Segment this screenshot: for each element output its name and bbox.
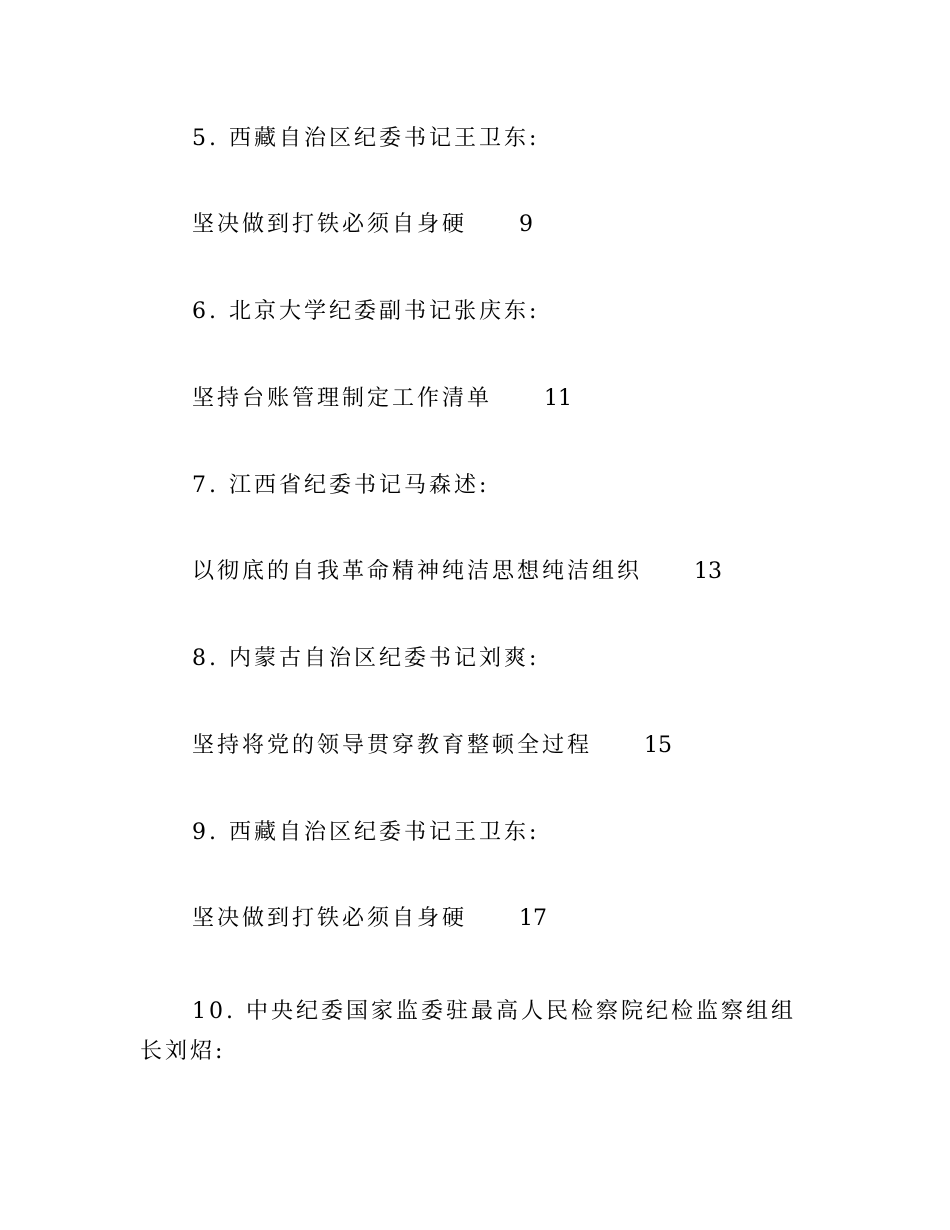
toc-entry-heading: 7. 江西省纪委书记马森述: <box>192 473 490 498</box>
toc-entry-title-text: 坚持将党的领导贯穿教育整顿全过程 <box>192 733 593 758</box>
toc-entry-title <box>192 210 533 240</box>
toc-entry-page-number: 13 <box>694 559 723 584</box>
toc-entry-title-text: 坚持台账管理制定工作清单 <box>192 386 493 411</box>
toc-entry-page-number: 11 <box>544 386 573 411</box>
toc-entry-heading: 5. 西藏自治区纪委书记王卫东: <box>192 126 540 151</box>
toc-entry-title <box>192 731 672 761</box>
toc-entry-heading: 9. 西藏自治区纪委书记王卫东: <box>192 820 540 845</box>
toc-entry-title-text: 坚决做到打铁必须自身硬 <box>192 212 468 237</box>
toc-entry-page-number: 17 <box>519 906 548 931</box>
toc-entry-heading: 8. 内蒙古自治区纪委书记刘爽: <box>192 646 540 671</box>
toc-entry-title-text: 以彻底的自我革命精神纯洁思想纯洁组织 <box>192 559 643 584</box>
toc-entry-heading: 6. 北京大学纪委副书记张庆东: <box>192 299 540 324</box>
toc-entry-page-number: 9 <box>519 212 534 237</box>
toc-entry-title <box>192 384 572 414</box>
toc-entry-page-number: 15 <box>644 733 673 758</box>
toc-entry-heading-wrapped: 10. 中央纪委国家监委驻最高人民检察院纪检监察组组长刘炤: <box>140 999 796 1064</box>
toc-entry-title <box>192 557 722 587</box>
toc-entry-title-text: 坚决做到打铁必须自身硬 <box>192 906 468 931</box>
toc-entry-title <box>192 904 547 934</box>
